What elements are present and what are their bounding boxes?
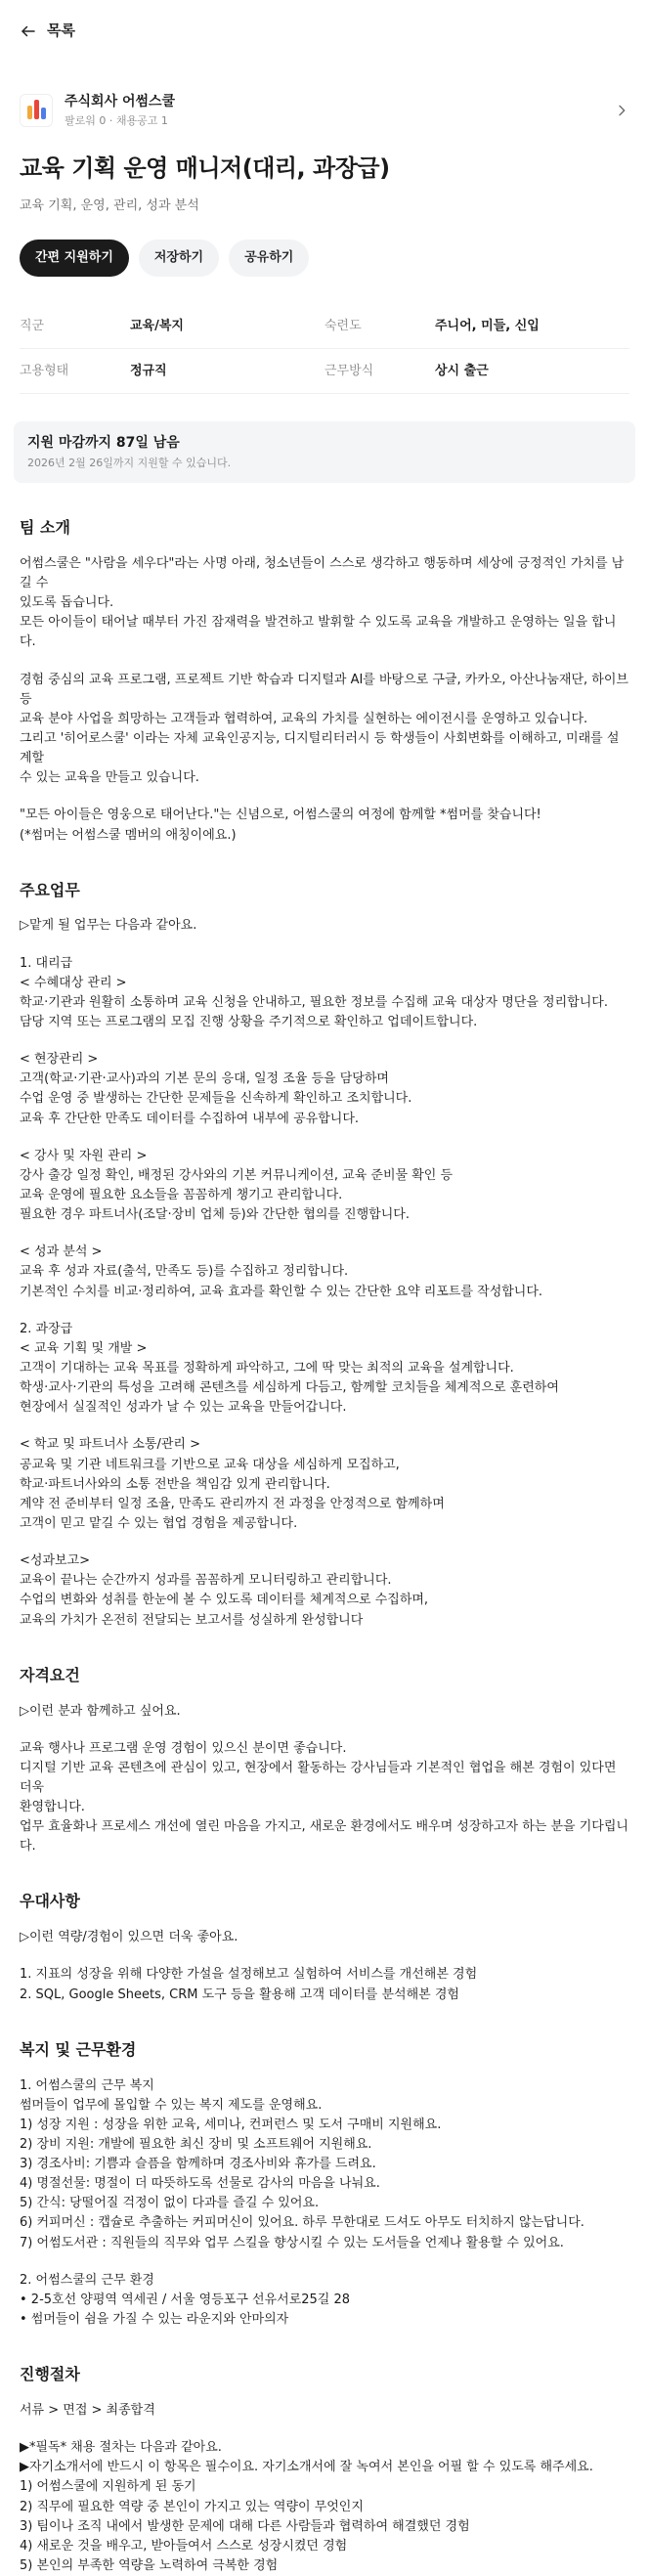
deadline-note: 2026년 2월 26일까지 지원할 수 있습니다.	[27, 457, 232, 470]
spacer	[20, 1947, 629, 1965]
job-title: 교육 기획 운영 매니저(대리, 과장급)	[20, 154, 390, 182]
section	[0, 516, 649, 846]
text-line: 고객(학교·기관·교사)과의 기본 문의 응대, 일정 조율 등을 담당하며	[20, 1071, 389, 1087]
text-line: <성과보고>	[20, 1553, 91, 1569]
action-buttons	[0, 240, 649, 277]
text-line: 6) 커피머신 : 캡슐로 추출하는 커피머신이 있어요. 하루 무한대로 드셔도 아무도 터치하지 않는답니다.	[20, 2215, 584, 2231]
text-line: 2. 과장급	[20, 1321, 73, 1336]
spacer	[20, 937, 629, 954]
save-button[interactable]: 저장하기	[139, 240, 219, 277]
back-label: 목록	[47, 22, 75, 40]
spacer	[20, 1129, 629, 1147]
text-line: 필요한 경우 파트너사(조달·장비 업체 등)와 간단한 협의를 진행합니다.	[20, 1207, 410, 1223]
text-line: 현장에서 실질적인 성과가 날 수 있는 교육을 만들어갑니다.	[20, 1400, 347, 1416]
text-line: 1) 어썸스쿨에 지원하게 된 동기	[20, 2479, 196, 2495]
text-line: 담당 지역 또는 프로그램의 모집 진행 상황을 주기적으로 확인하고 업데이트합니다.	[20, 1015, 478, 1030]
text-line: < 강사 및 자원 관리 >	[20, 1148, 148, 1163]
spacer	[20, 788, 629, 806]
text-line: 수업 운영 중 발생하는 간단한 문제들을 신속하게 확인하고 조치합니다.	[20, 1091, 412, 1107]
work-value: 상시 출근	[435, 363, 489, 378]
text-line: ▶자기소개서에 반드시 이 항목은 필수이요. 자기소개서에 잘 녹여서 본인을 어필 할 수 있도록 해주세요.	[20, 2460, 593, 2475]
text-line: 모든 아이들이 태어날 때부터 가진 잠재력을 발견하고 발휘할 수 있도록 교육을 개발하고 운영하는 일을 합니다.	[20, 615, 617, 650]
text-line: 1. 어썸스쿨의 근무 복지	[20, 2077, 154, 2093]
text-line: • 썸머들이 쉼을 가질 수 있는 라운지와 안마의자	[20, 2312, 289, 2328]
text-line: 교육 분야 사업을 희망하는 고객들과 협력하여, 교육의 가치를 실현하는 에이전시를 운영하고 있습니다.	[20, 711, 588, 726]
spacer	[20, 2421, 629, 2438]
text-line: 4) 새로운 것을 배우고, 받아들여서 스스로 성장시켰던 경험	[20, 2538, 348, 2554]
spacer	[20, 1534, 629, 1551]
company-meta: 팔로워 0 · 채용공고 1	[65, 114, 168, 128]
text-line: 교육 행사나 프로그램 운영 경험이 있으신 분이면 좋습니다.	[20, 1740, 347, 1756]
job-info-table	[0, 304, 649, 394]
text-line: 경험 중심의 교육 프로그램, 프로젝트 기반 학습과 디지털과 AI를 바탕으로 구글, 카카오, 아산나눔재단, 하이브 등	[20, 672, 628, 707]
text-line: 2. SQL, Google Sheets, CRM 도구 등을 활용해 고객 데이터를 분석해본 경험	[20, 1987, 459, 2002]
text-line: ▷맡게 될 업무는 다음과 같아요.	[20, 918, 197, 934]
company-card[interactable]	[0, 63, 649, 143]
company-logo	[20, 94, 53, 127]
employment-value: 정규직	[130, 363, 167, 378]
job-type-label: 직군	[20, 318, 45, 333]
text-line: 7) 어썸도서관 : 직원들의 직무와 업무 스킬을 향상시킬 수 있는 도서들을 언제나 활용할 수 있어요.	[20, 2235, 564, 2250]
text-line: 3) 경조사비: 기쁨과 슬픔을 함께하며 경조사비와 휴가를 드려요.	[20, 2157, 376, 2172]
text-line: 강사 출강 일정 확인, 배정된 강사와의 기본 커뮤니케이션, 교육 준비물 확인 등	[20, 1167, 454, 1183]
text-line: < 수혜대상 관리 >	[20, 975, 127, 990]
section-body	[20, 554, 629, 846]
spacer	[20, 2253, 629, 2271]
text-line: < 교육 기획 및 개발 >	[20, 1340, 148, 1356]
text-line: 학교·기관과 원활히 소통하며 교육 신청을 안내하고, 필요한 정보를 수집해 교육 대상자 명단을 정리합니다.	[20, 994, 608, 1010]
text-line: 교육 운영에 필요한 요소들을 꼼꼼하게 챙기고 관리합니다.	[20, 1188, 343, 1203]
spacer	[20, 1418, 629, 1435]
top-bar	[0, 0, 649, 63]
text-line: 업무 효율화나 프로세스 개선에 열린 마음을 가지고, 새로운 환경에서도 배우며 성장하고자 하는 분을 기다립니다.	[20, 1819, 628, 1855]
deadline-box	[14, 421, 635, 483]
apply-button[interactable]: 간편 지원하기	[20, 240, 129, 277]
work-label: 근무방식	[324, 363, 374, 378]
text-line: 학교·파트너사와의 소통 전반을 책임감 있게 관리합니다.	[20, 1476, 330, 1492]
text-line: 공교육 및 기관 네트워크를 기반으로 교육 대상을 세심하게 모집하고,	[20, 1457, 400, 1472]
text-line: 서류 > 면접 > 최종합격	[20, 2402, 155, 2418]
text-line: "모든 아이들은 영웅으로 태어난다."는 신념으로, 어썸스쿨의 여정에 함께할 *썸머를 찾습니다!	[20, 808, 541, 823]
section-body	[20, 1702, 629, 1857]
spacer	[20, 1225, 629, 1243]
spacer	[20, 1722, 629, 1739]
section-title: 주요업무	[20, 880, 80, 899]
text-line: 교육의 가치가 온전히 전달되는 보고서를 성실하게 완성합니다	[20, 1612, 364, 1628]
job-type-value: 교육/복지	[130, 318, 184, 333]
text-line: ▷이런 분과 함께하고 싶어요.	[20, 1703, 181, 1719]
arrow-left-icon	[20, 22, 37, 40]
section-body	[20, 916, 629, 1630]
text-line: 1. 대리급	[20, 955, 73, 971]
spacer	[20, 1032, 629, 1050]
employment-label: 고용형태	[20, 363, 69, 378]
text-line: 환영합니다.	[20, 1800, 85, 1815]
section-title: 팀 소개	[20, 518, 70, 538]
text-line: 3) 팀이나 조직 내에서 발생한 문제에 대해 다른 사람들과 협력하여 해결했던 경험	[20, 2518, 470, 2534]
text-line: 있도록 돕습니다.	[20, 595, 114, 611]
text-line: 학생·교사·기관의 특성을 고려해 콘텐츠를 세심하게 다듬고, 함께할 코치들을 체계적으로 훈련하여	[20, 1380, 559, 1396]
back-button[interactable]	[20, 20, 75, 42]
spacer	[20, 1302, 629, 1320]
level-label: 숙련도	[324, 318, 362, 333]
text-line: 어썸스쿨은 "사람을 세우다"라는 사명 아래, 청소년들이 스스로 생각하고 행동하며 세상에 긍정적인 가치를 남길 수	[20, 555, 625, 590]
text-line: 1. 지표의 성장을 위해 다양한 가설을 설정해보고 실험하여 서비스를 개선해본 경험	[20, 1967, 478, 1983]
info-row	[20, 349, 629, 394]
text-line: 4) 명절선물: 명절이 더 따뜻하도록 선물로 감사의 마음을 나눠요.	[20, 2176, 380, 2192]
text-line: • 2-5호선 양평역 역세권 / 서울 영등포구 선유서로25길 28	[20, 2292, 351, 2307]
share-button[interactable]: 공유하기	[229, 240, 309, 277]
text-line: 수 있는 교육을 만들고 있습니다.	[20, 770, 199, 786]
text-line: < 성과 분석 >	[20, 1244, 103, 1260]
section-body	[20, 2076, 629, 2331]
text-line: ▷이런 역량/경험이 있으면 더욱 좋아요.	[20, 1930, 238, 1945]
text-line: 계약 전 준비부터 일정 조율, 만족도 관리까지 전 과정을 안정적으로 함께하며	[20, 1496, 445, 1511]
text-line: 교육 후 성과 자료(출석, 만족도 등)를 수집하고 정리합니다.	[20, 1264, 349, 1280]
section	[0, 1890, 649, 2004]
section-title: 복지 및 근무환경	[20, 2039, 137, 2059]
section-title: 진행절차	[20, 2365, 80, 2384]
text-line: ▶*필독* 채용 절차는 다음과 같아요.	[20, 2440, 222, 2456]
section-body	[20, 2401, 629, 2576]
job-description	[0, 516, 649, 2576]
text-line: 기본적인 수치를 비교·정리하여, 교육 효과를 확인할 수 있는 간단한 요약 리포트를 작성합니다.	[20, 1284, 543, 1299]
text-line: < 학교 및 파트너사 소통/관리 >	[20, 1437, 200, 1453]
text-line: < 현장관리 >	[20, 1052, 99, 1068]
text-line: 썸머들이 업무에 몰입할 수 있는 복지 제도를 운영해요.	[20, 2097, 323, 2113]
text-line: (*썸머는 어썸스쿨 멤버의 애칭이에요.)	[20, 827, 237, 843]
text-line: 5) 본인의 부족한 역량을 노력하여 극복한 경험	[20, 2557, 279, 2573]
text-line: 디지털 기반 교육 콘텐츠에 관심이 있고, 현장에서 활동하는 강사님들과 기본적인 협업을 해본 경험이 있다면 더욱	[20, 1760, 617, 1795]
text-line: 1) 성장 지원 : 성장을 위한 교육, 세미나, 컨퍼런스 및 도서 구매비 지원해요.	[20, 2117, 442, 2132]
section-title: 우대사항	[20, 1892, 80, 1911]
section	[0, 879, 649, 1631]
chevron-right-icon[interactable]	[614, 103, 629, 118]
text-line: 5) 간식: 당떨어질 걱정이 없이 다과를 즐길 수 있어요.	[20, 2196, 320, 2211]
text-line: 교육 후 간단한 만족도 데이터를 수집하여 내부에 공유합니다.	[20, 1111, 360, 1126]
text-line: 2. 어썸스쿨의 근무 환경	[20, 2272, 154, 2288]
text-line: 고객이 기대하는 교육 목표를 정확하게 파악하고, 그에 딱 맞는 최적의 교육을 설계합니다.	[20, 1361, 514, 1376]
text-line: 2) 직무에 필요한 역량 중 본인이 가지고 있는 역량이 무엇인지	[20, 2499, 364, 2514]
level-value: 주니어, 미들, 신입	[435, 318, 540, 333]
text-line: 그리고 '히어로스쿨' 이라는 자체 교육인공지능, 디지털리터러시 등 학생들이 사회변화를 이해하고, 미래를 설계할	[20, 730, 620, 766]
section-body	[20, 1928, 629, 2004]
info-row	[20, 304, 629, 349]
text-line: 수업의 변화와 성취를 한눈에 볼 수 있도록 데이터를 체계적으로 수집하며,	[20, 1593, 429, 1608]
section	[0, 1664, 649, 1857]
spacer	[20, 653, 629, 671]
section	[0, 2038, 649, 2330]
deadline-title: 지원 마감까지 87일 남음	[27, 435, 180, 452]
job-tags: 교육 기획, 운영, 관리, 성과 분석	[20, 198, 199, 214]
section	[0, 2363, 649, 2576]
company-name: 주식회사 어썸스쿨	[65, 93, 176, 109]
text-line: 교육이 끝나는 순간까지 성과를 꼼꼼하게 모니터링하고 관리합니다.	[20, 1573, 392, 1589]
section-title: 자격요건	[20, 1665, 80, 1684]
text-line: 고객이 믿고 맡길 수 있는 협업 경험을 제공합니다.	[20, 1516, 298, 1531]
text-line: 2) 장비 지원: 개발에 필요한 최신 장비 및 소프트웨어 지원해요.	[20, 2136, 372, 2152]
